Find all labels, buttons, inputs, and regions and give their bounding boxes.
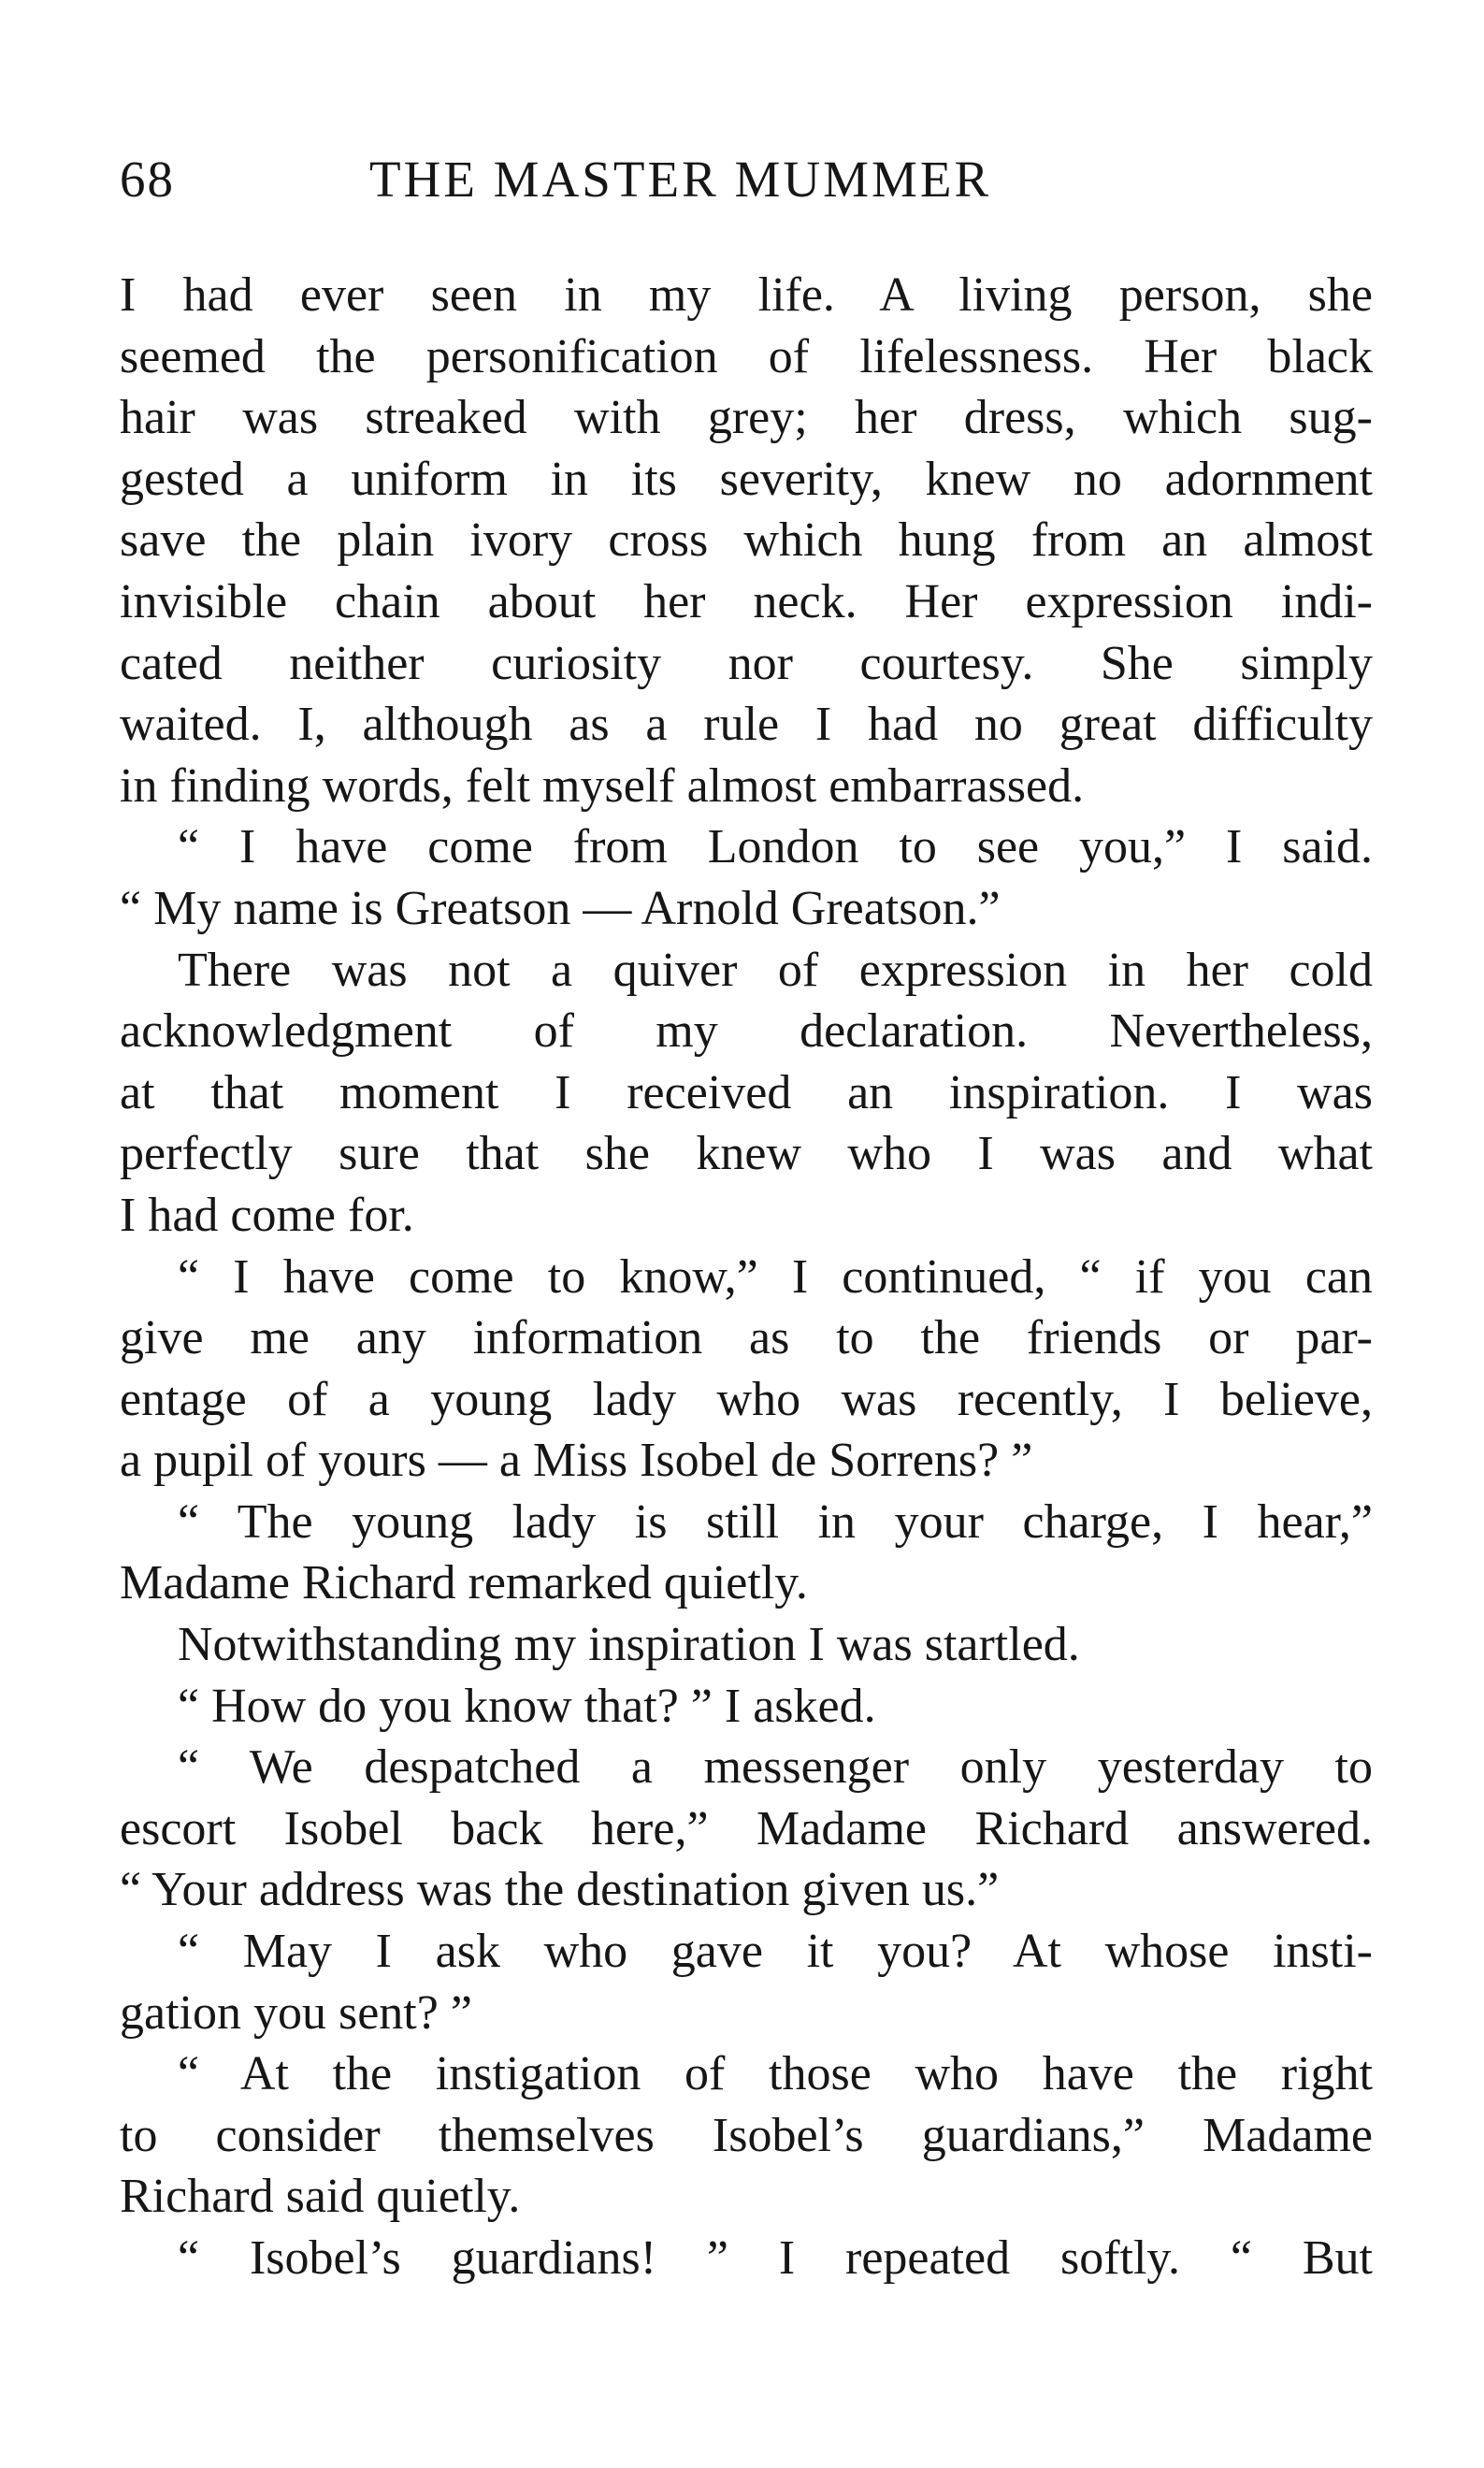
text-line: perfectly sure that she knew who I was and what bbox=[120, 1127, 1373, 1181]
text-line: Notwithstanding my inspiration I was startled. bbox=[178, 1618, 1080, 1672]
running-head bbox=[120, 150, 1373, 224]
text-line: “ We despatched a messenger only yesterday to bbox=[178, 1740, 1373, 1795]
text-line: Richard said quietly. bbox=[120, 2170, 521, 2224]
text-line: save the plain ivory cross which hung from an almost bbox=[120, 513, 1373, 568]
text-line: escort Isobel back here,” Madame Richard answered. bbox=[120, 1801, 1373, 1855]
text-line: in finding words, felt myself almost embarrassed. bbox=[120, 758, 1085, 813]
body-text bbox=[120, 265, 1373, 2289]
text-line: I had come for. bbox=[120, 1188, 414, 1242]
text-line: invisible chain about her neck. Her expression indi- bbox=[120, 574, 1373, 628]
text-line: seemed the personification of lifelessness. Her black bbox=[120, 329, 1373, 383]
text-line: “ Your address was the destination given us.” bbox=[120, 1863, 1000, 1917]
text-line: waited. I, although as a rule I had no great difficulty bbox=[120, 698, 1373, 752]
text-line: at that moment I received an inspiration. I was bbox=[120, 1065, 1373, 1119]
text-line: “ I have come from London to see you,” I said. bbox=[178, 820, 1373, 874]
text-line: cated neither curiosity nor courtesy. She simply bbox=[120, 636, 1373, 690]
text-line: gested a uniform in its severity, knew no adornment bbox=[120, 452, 1373, 506]
text-line: I had ever seen in my life. A living person, she bbox=[120, 268, 1373, 322]
text-line: acknowledgment of my declaration. Nevertheless, bbox=[120, 1004, 1373, 1059]
text-line: “ May I ask who gave it you? At whose insti- bbox=[178, 1925, 1373, 1979]
text-line: “ The young lady is still in your charge, I hear,” bbox=[178, 1494, 1373, 1549]
text-line: entage of a young lady who was recently, I believe, bbox=[120, 1372, 1373, 1426]
text-line: gation you sent? ” bbox=[120, 1985, 472, 2040]
text-line: to consider themselves Isobel’s guardians,” Madame bbox=[120, 2108, 1373, 2162]
text-line: Madame Richard remarked quietly. bbox=[120, 1556, 808, 1610]
text-line: “ At the instigation of those who have the right bbox=[178, 2047, 1373, 2101]
text-line: “ My name is Greatson — Arnold Greatson.” bbox=[120, 881, 1001, 935]
text-line: “ Isobel’s guardians! ” I repeated softly. “ But bbox=[178, 2231, 1373, 2285]
text-line: “ How do you know that? ” I asked. bbox=[178, 1679, 876, 1733]
text-line: “ I have come to know,” I continued, “ if you can bbox=[178, 1249, 1373, 1304]
text-line: hair was streaked with grey; her dress, which sug- bbox=[120, 391, 1373, 445]
page-number: 68 bbox=[120, 151, 175, 208]
text-line: There was not a quiver of expression in her cold bbox=[178, 943, 1373, 997]
text-line: give me any information as to the friends or par- bbox=[120, 1311, 1373, 1365]
text-line: a pupil of yours — a Miss Isobel de Sorrens? ” bbox=[120, 1434, 1033, 1488]
book-title: THE MASTER MUMMER bbox=[369, 151, 992, 208]
